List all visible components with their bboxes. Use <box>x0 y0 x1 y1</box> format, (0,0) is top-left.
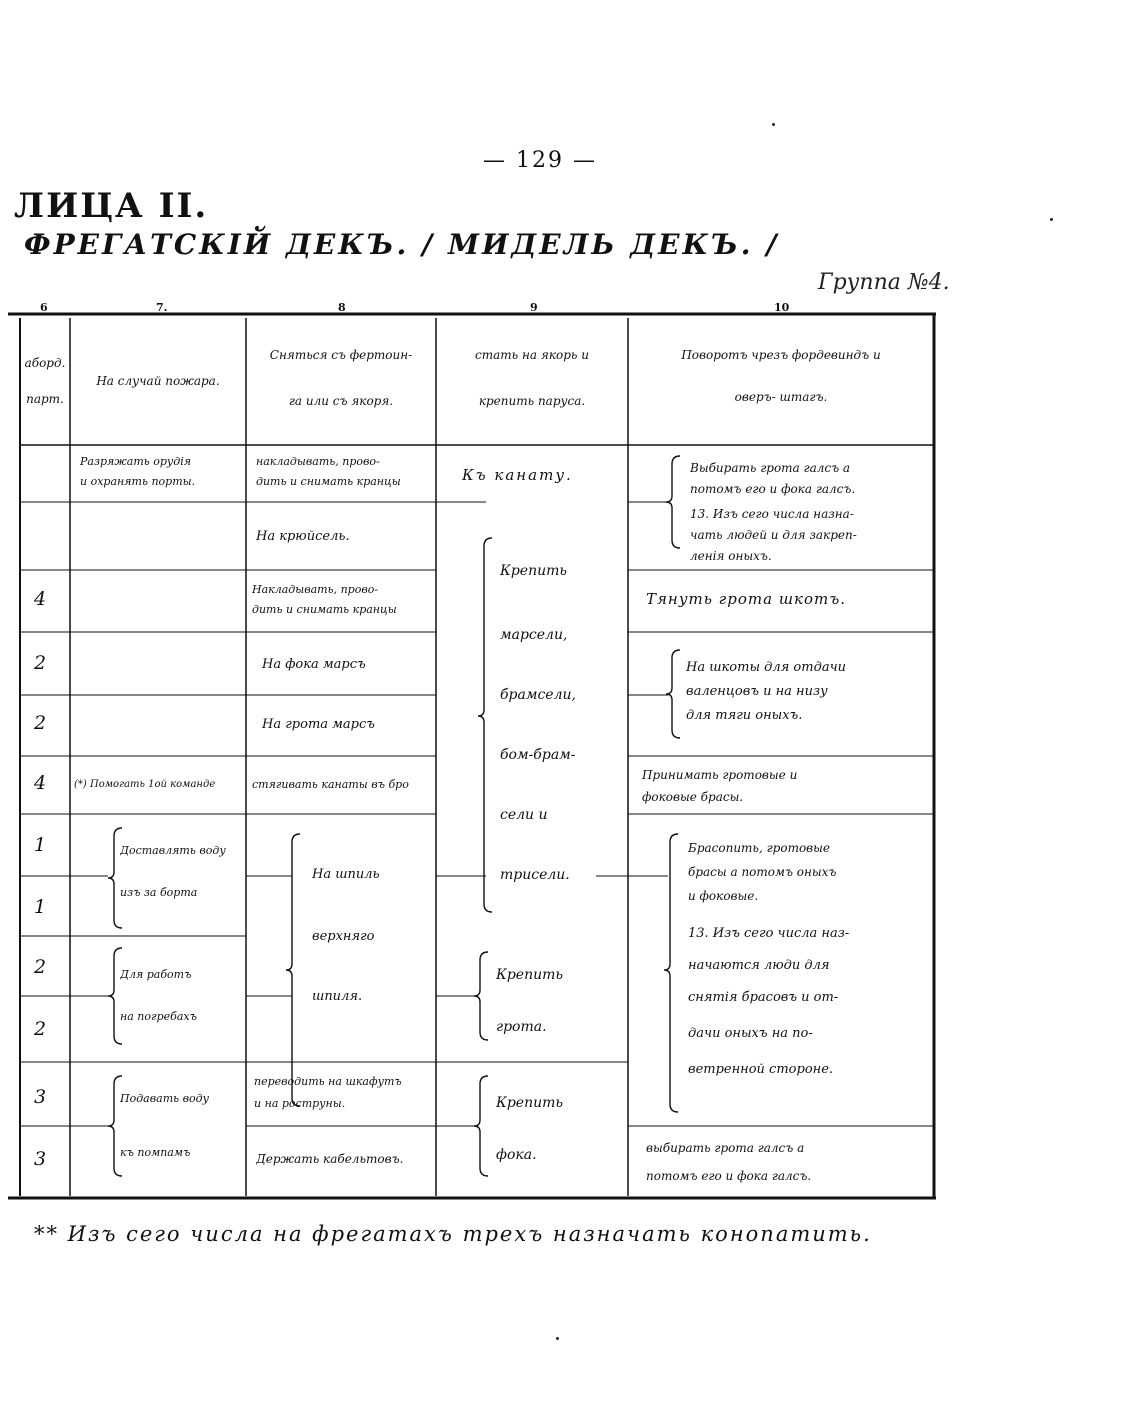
c8-r12: Держать кабельтовъ. <box>256 1152 404 1166</box>
column-number-10: 10 <box>774 301 790 314</box>
c10-r12-line1: выбирать грота галсъ а <box>646 1141 805 1155</box>
c9-g1-line1: Крепить <box>500 563 568 579</box>
header-c9-line1: стать на якорь и <box>475 348 589 362</box>
row-number: 2 <box>34 652 47 674</box>
c10-r1-line1: Выбирать грота галсъ а <box>690 461 851 475</box>
c9-g1-line3: брамсели, <box>500 687 576 703</box>
speck <box>1050 218 1053 221</box>
page-title: ЛИЦА II. <box>14 186 209 226</box>
row-number: 4 <box>34 772 47 794</box>
c9-r1: Къ канату. <box>462 466 573 484</box>
c10-g-line2: брасы а потомъ оныхъ <box>688 865 837 879</box>
c10-r6-line1: Принимать гротовые и <box>642 768 798 782</box>
c7-r1-line1: Разряжать орудія <box>80 455 192 468</box>
c7-g2-line1: Для работъ <box>120 968 192 981</box>
c8-r6: стягивать канаты въ бро <box>252 778 409 791</box>
group-label: Группа №4. <box>818 270 950 295</box>
header-c6-line2: парт. <box>26 392 64 406</box>
page-subtitle: ФРЕГАТСКІЙ ДЕКЪ. / МИДЕЛЬ ДЕКЪ. / <box>24 228 780 261</box>
c10-r1-line4: чать людей и для закреп- <box>690 528 857 542</box>
c8-r2: На крюйсель. <box>256 529 350 544</box>
row-number: 2 <box>34 712 47 734</box>
c10-r4-line2: валенцовъ и на низу <box>686 684 828 699</box>
c10-r3: Тянуть грота шкотъ. <box>646 590 847 608</box>
row-number: 1 <box>34 896 47 918</box>
column-number-6: 6 <box>40 301 48 314</box>
c8-r3-line2: дить и снимать кранцы <box>252 603 397 616</box>
c8-g-line3: шпиля. <box>312 989 363 1004</box>
c10-r1-line2: потомъ его и фока галсъ. <box>690 482 856 496</box>
c7-g1-line2: изъ за борта <box>120 886 198 899</box>
c7-g3-line1: Подавать воду <box>120 1092 209 1105</box>
c10-r1-line5: ленія оныхъ. <box>690 549 772 563</box>
c10-g-line7: дачи оныхъ на по- <box>688 1026 813 1041</box>
c10-g-line3: и фоковые. <box>688 889 759 903</box>
c9-g2-line2: грота. <box>496 1019 547 1035</box>
c7-g3-line2: къ помпамъ <box>120 1146 191 1159</box>
c8-g-line2: верхняго <box>312 929 375 944</box>
header-c8-line2: га или съ якоря. <box>288 394 394 408</box>
c10-g-line6: снятія брасовъ и от- <box>688 990 839 1005</box>
column-number-9: 9 <box>530 301 538 314</box>
c9-g1-line4: бом-брам- <box>500 747 576 763</box>
c10-r12-line2: потомъ его и фока галсъ. <box>646 1169 812 1183</box>
c8-r5: На грота марсъ <box>262 717 375 732</box>
c9-g2-line1: Крепить <box>496 967 564 983</box>
c10-g-line1: Брасопить, гротовые <box>688 841 831 855</box>
c7-r1-line2: и охранять порты. <box>80 475 196 488</box>
c9-g3-line2: фока. <box>496 1147 537 1163</box>
row-number: 2 <box>34 1018 47 1040</box>
footnote: ** Изъ сего числа на фрегатахъ трехъ назначать конопатить. <box>34 1222 872 1246</box>
c8-r1-line2: дить и снимать кранцы <box>256 475 401 488</box>
c7-g1-line1: Доставлять воду <box>120 844 226 857</box>
speck <box>556 1337 559 1340</box>
row-number: 3 <box>34 1086 47 1108</box>
row-number: 4 <box>34 588 47 610</box>
header-c9-line2: крепить паруса. <box>478 394 586 408</box>
c9-g1-line5: сели и <box>500 807 548 823</box>
header-c10-line2: оверъ- штагъ. <box>734 390 828 404</box>
c7-r6: (*) Помогать 1ой команде <box>74 779 216 790</box>
speck <box>772 123 775 126</box>
c10-g-line4: 13. Изъ сего числа наз- <box>688 926 850 941</box>
page-number: — 129 — <box>483 148 597 173</box>
c8-r11-line2: и на роструны. <box>254 1097 346 1110</box>
c10-r6-line2: фоковые брасы. <box>642 790 744 804</box>
c8-r4: На фока марсъ <box>262 657 366 672</box>
c9-g3-line1: Крепить <box>496 1095 564 1111</box>
c9-g1-line6: трисели. <box>500 867 570 883</box>
column-number-8: 8 <box>338 301 346 314</box>
header-c6-line1: аборд. <box>24 356 66 370</box>
c8-r1-line1: накладывать, прово- <box>256 455 380 468</box>
c10-r4-line1: На шкоты для отдачи <box>686 660 847 675</box>
c10-g-line5: начаются люди для <box>688 958 830 973</box>
row-number: 1 <box>34 834 47 856</box>
row-number: 2 <box>34 956 47 978</box>
c10-r1-line3: 13. Изъ сего числа назна- <box>690 507 854 521</box>
header-c7: На случай пожара. <box>96 374 220 388</box>
c7-g2-line2: на погребахъ <box>120 1010 197 1023</box>
c10-g-line8: ветренной стороне. <box>688 1062 834 1077</box>
c8-r11-line1: переводить на шкафутъ <box>254 1075 402 1088</box>
column-number-7: 7. <box>156 301 168 314</box>
header-c8-line1: Сняться съ фертоин- <box>269 348 413 362</box>
c8-r3-line1: Накладывать, прово- <box>252 583 379 596</box>
c10-r4-line3: для тяги оныхъ. <box>686 708 803 723</box>
c8-g-line1: На шпиль <box>312 867 380 882</box>
row-number: 3 <box>34 1148 47 1170</box>
c9-g1-line2: марсели, <box>500 627 568 643</box>
header-c10-line1: Поворотъ чрезъ фордевиндъ и <box>681 348 881 362</box>
